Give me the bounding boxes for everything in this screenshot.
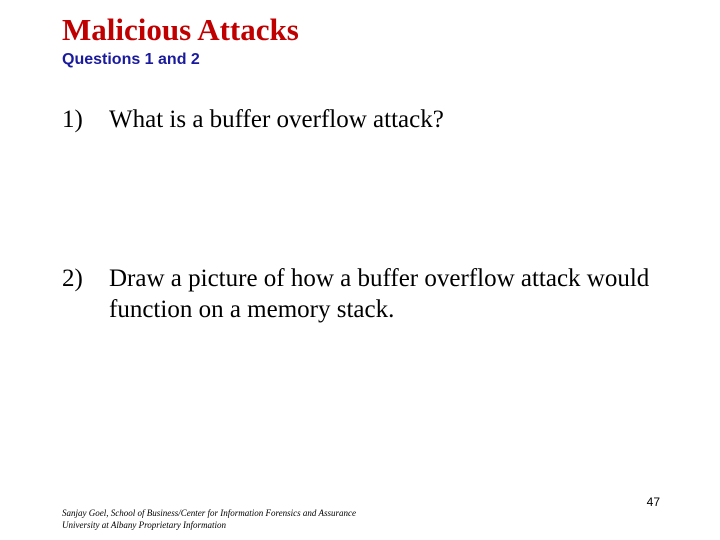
question-1 [62, 104, 662, 135]
slide-title: Malicious Attacks [62, 12, 299, 47]
slide-subtitle: Questions 1 and 2 [62, 51, 200, 68]
question-text: Draw a picture of how a buffer overflow attack would function on a memory stack. [109, 265, 650, 323]
page-number: 47 [646, 495, 660, 509]
footer-author-line: Sanjay Goel, School of Business/Center for Information Forensics and Assurance [62, 508, 356, 518]
question-number: 1) [62, 106, 83, 133]
question-text: What is a buffer overflow attack? [109, 106, 444, 133]
footer-proprietary-line: University at Albany Proprietary Information [62, 520, 226, 530]
footer-credit [62, 507, 356, 531]
question-number: 2) [62, 265, 83, 292]
question-2 [62, 263, 662, 325]
